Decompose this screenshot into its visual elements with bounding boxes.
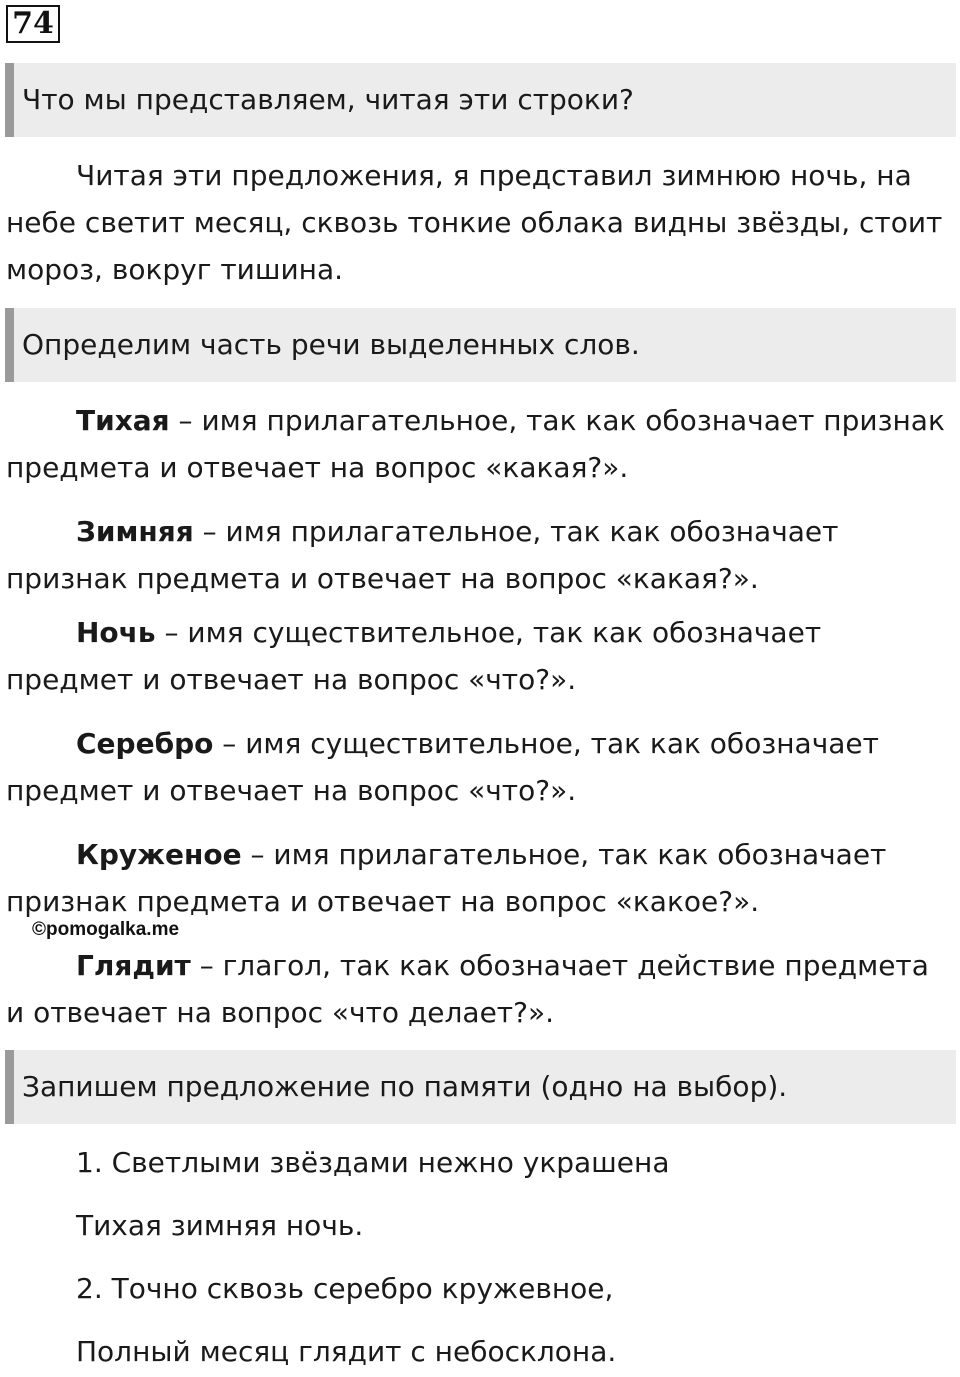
explanation-text: – имя прилагательное, так как обозначает признак предмета и отвечает на вопрос «какая?».: [6, 404, 945, 484]
poem-line: 2. Точно сквозь серебро кружевное,: [76, 1272, 614, 1305]
word-explanation: [6, 397, 951, 491]
question-3: Запишем предложение по памяти (одно на выбор).: [5, 1050, 956, 1124]
word-explanation: [6, 720, 951, 814]
highlighted-word: Ночь: [76, 616, 156, 649]
highlighted-word: Тихая: [76, 404, 170, 437]
explanation-text: – имя прилагательное, так как обозначает признак предмета и отвечает на вопрос «какое?».: [6, 838, 887, 918]
highlighted-word: Глядит: [76, 949, 191, 982]
word-explanation: [6, 508, 951, 602]
watermark: ©pomogalka.me: [32, 919, 180, 940]
poem-line: Тихая зимняя ночь.: [76, 1209, 364, 1242]
explanation-text: – имя существительное, так как обозначает предмет и отвечает на вопрос «что?».: [6, 616, 822, 696]
highlighted-word: Серебро: [76, 727, 214, 760]
word-explanation: [6, 942, 951, 1036]
word-explanation: [6, 609, 951, 703]
answer-1: Читая эти предложения, я представил зимнюю ночь, на небе светит месяц, сквозь тонкие облака видны звёзды, стоит мороз, вокруг тишина.: [6, 159, 943, 286]
question-2: Определим часть речи выделенных слов.: [5, 308, 956, 382]
explanation-text: – имя прилагательное, так как обозначает признак предмета и отвечает на вопрос «какая?».: [6, 515, 839, 595]
explanation-text: – глагол, так как обозначает действие предмета и отвечает на вопрос «что делает?».: [6, 949, 929, 1029]
word-explanation: [6, 831, 951, 925]
poem-line: 1. Светлыми звёздами нежно украшена: [76, 1146, 670, 1179]
highlighted-word: Зимняя: [76, 515, 194, 548]
exercise-number: 74: [6, 5, 60, 43]
highlighted-word: Круженое: [76, 838, 242, 871]
poem-line: Полный месяц глядит с небосклона.: [76, 1335, 617, 1368]
explanation-text: – имя существительное, так как обозначает предмет и отвечает на вопрос «что?».: [6, 727, 879, 807]
question-1: Что мы представляем, читая эти строки?: [5, 63, 956, 137]
